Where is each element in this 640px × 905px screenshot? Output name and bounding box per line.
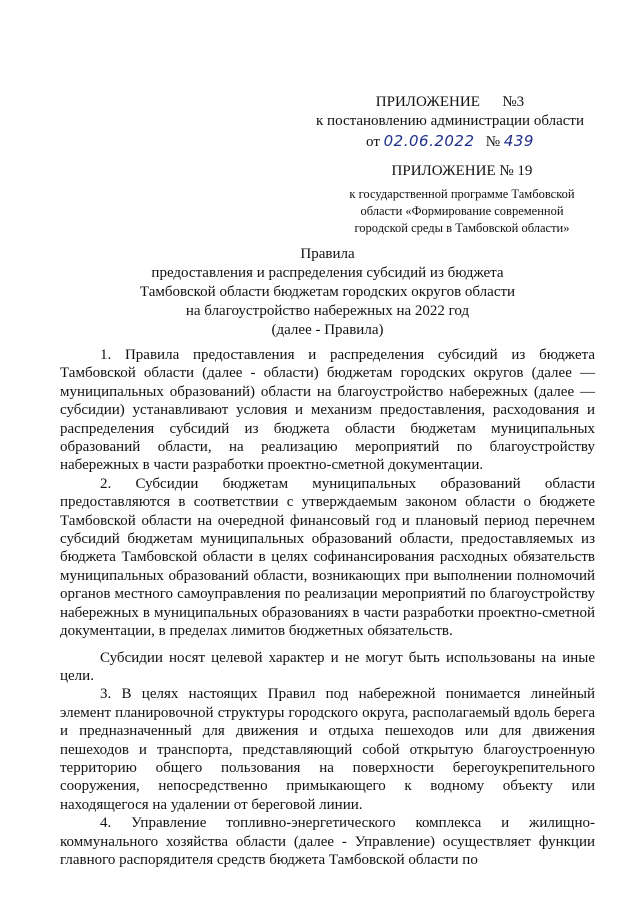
appendix-heading: ПРИЛОЖЕНИЕ №3 [375,94,525,110]
handwritten-date: 02.06.2022 [383,132,475,150]
title-line: Правила [300,246,355,262]
appendix-program-text [330,186,594,237]
handwritten-number: 439 [503,132,534,150]
paragraph-2-note: Субсидии носят целевой характер и не могут быть использованы на иные цели. [60,649,595,684]
appendix-program-line: городской среды в Тамбовской области» [354,221,570,235]
date-prefix: от [366,134,380,150]
paragraph-4: 4. Управление топливно-энергетического комплекса и жилищно-коммунального хозяйства области (далее - Управление) осуществляет функции главного распорядителя средств бюджета Тамбовской области по [60,815,595,868]
number-prefix: № [485,134,501,150]
title-line: Тамбовской области бюджетам городских округов области [139,284,516,300]
paragraph-3: 3. В целях настоящих Правил под набережной понимается линейный элемент планировочной структуры городского округа, располагаемый вдоль берега и предназначенный для движения и отдыха пешеходов или для движения пешеходов и транспорта, представляющий собой открытую благоустроенную территорию общего пользования на поверхности берегоукрепительного сооружения, непосредственно примыкающего к водному объекту или находящегося на удалении от береговой линии. [60,686,595,813]
title-line: предоставления и распределения субсидий из бюджета [151,265,504,281]
title-line: (далее - Правила) [271,322,384,338]
title-line: на благоустройство набережных на 2022 год [185,303,470,319]
appendix-program-line: области «Формирование современной [360,204,564,218]
appendix-block-resolution [300,93,600,152]
document-body [60,346,595,869]
appendix-date-line [300,131,600,152]
appendix-heading-19: ПРИЛОЖЕНИЕ № 19 [391,163,533,179]
document-title [60,245,595,340]
appendix-program-line: к государственной программе Тамбовской [349,187,575,201]
appendix-subtitle: к постановлению администрации области [316,113,584,129]
appendix-block-program [330,162,594,237]
paragraph-2: 2. Субсидии бюджетам муниципальных образований области предоставляются в соответствии с утверждаемым законом области о бюджете Тамбовской области на очередной финансовый год и плановый период перечнем субсидий бюджетам муниципальных образований области, предоставляемых из бюджета Тамбовской области в целях софинансирования расходных обязательств муниципальных образований области, возникающих при выполнении полномочий органов местного самоуправления по реализации мероприятий по благоустройству набережных в муниципальных образованиях в части разработки проектно-сметной документации, в пределах лимитов бюджетных обязательств. [60,475,595,640]
paragraph-1: 1. Правила предоставления и распределения субсидий из бюджета Тамбовской области (далее - области) бюджетам городских округов (далее — муниципальных образований) области на благоустройство набережных (далее — субсидии) устанавливают условия и механизм предоставления, расходования и распределения субсидий из бюджета области бюджетам муниципальных образований области, на реализацию мероприятий по благоустройству набережных в части разработки проектно-сметной документации. [60,347,595,474]
